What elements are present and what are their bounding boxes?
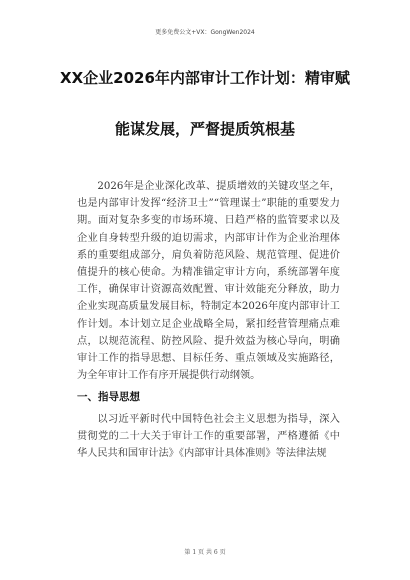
header-note: 更多免费公文+VX：GongWen2024 [155, 29, 255, 36]
page-number-footer: 第 1 页 共 6 页 [184, 549, 226, 556]
section-heading-guiding-ideology: 一、指导思想 [77, 391, 140, 404]
guiding-ideology-paragraph-text: 以习近平新时代中国特色社会主义思想为指导，深入贯彻党的二十大关于审计工作的重要部署，严格遵循《中华人民共和国审计法》《内部审计具体准则》等法律法规 [77, 413, 340, 460]
guiding-ideology-paragraph [77, 411, 340, 463]
document-title-line1: XX企业2026年内部审计工作计划：精审赋 [60, 69, 350, 87]
intro-paragraph-text: 2026年是企业深化改革、提质增效的关键攻坚之年，也是内部审计发挥“经济卫士”“管理谋士”职能的重要发力期。面对复杂多变的市场环境、日趋严格的监管要求以及企业自身转型升级的迫切需求，内部审计作为企业治理体系的重要组成部分，肩负着防范风险、规范管理、促进价值提升的核心使命。为精准锚定审计方向，系统部署年度工作，确保审计资源高效配置、审计效能充分释放，助力企业实现高质量发展目标，特制定本2026年度内部审计工作计划。本计划立足企业战略全局，紧扣经营管理痛点难点，以规范流程、防控风险、提升效益为核心导向，明确审计工作的指导思想、目标任务、重点领域及实施路径，为全年审计工作有序开展提供行动纲领。 [77, 181, 340, 382]
document-body [77, 178, 340, 462]
document-title-line2: 能谋发展，严督提质筑根基 [114, 120, 295, 138]
intro-paragraph [77, 178, 340, 384]
